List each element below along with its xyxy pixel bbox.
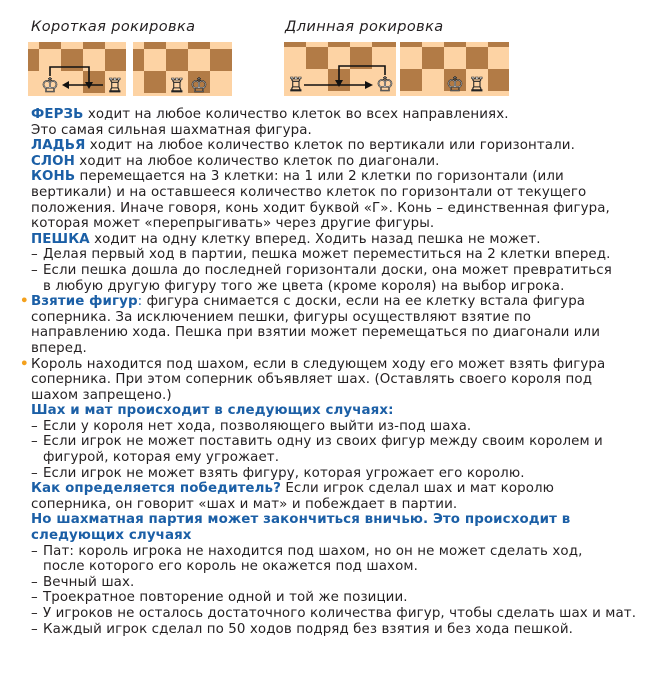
capture-text: фигура снимается с доски, если на ее клетку встала фигура xyxy=(142,294,586,310)
check-rule-2: соперника. При этом соперник объявляет шах. (Оставлять своего короля под xyxy=(31,372,593,388)
mate-item xyxy=(31,419,656,435)
draw-item xyxy=(31,622,656,638)
check-text: Король находится под шахом, если в следующем ходу его может взять фигура xyxy=(31,356,606,372)
short-castling-board-before xyxy=(28,42,126,96)
dash: – xyxy=(31,606,38,621)
knight-label: КОНЬ xyxy=(31,169,76,185)
dash: – xyxy=(31,543,38,559)
draw-item-cont: после которого его король не окажется под шахом. xyxy=(43,559,418,575)
pawn-promotion-2: в любую другую фигуру того же цвета (кроме короля) на выбор игрока. xyxy=(43,278,565,294)
draw-item-text: Троекратное повторение одной и той же позиции. xyxy=(43,590,408,606)
draw-heading: Но шахматная партия может закончиться вничью. Это происходит в xyxy=(31,512,571,528)
queen-rule-2: Это самая сильная шахматная фигура. xyxy=(31,122,312,138)
pawn-first-move xyxy=(31,247,656,263)
dash: – xyxy=(31,465,38,481)
draw-item-text: У игроков не осталось достаточного количества фигур, чтобы сделать шах и мат. xyxy=(43,606,637,621)
capture-label: Взятие фигур xyxy=(31,294,138,310)
queen-label: ФЕРЗЬ xyxy=(31,107,84,122)
pawn-promotion xyxy=(31,263,656,279)
rook-text: ходит на любое количество клеток по вертикали или горизонтали. xyxy=(85,138,575,154)
mate-item xyxy=(31,466,656,482)
long-castling-board-before xyxy=(284,42,396,96)
knight-rule-3: положения. Иначе говоря, конь ходит буквой «Г». Конь – единственная фигура, xyxy=(31,200,610,216)
bullet-icon: • xyxy=(20,356,29,372)
knight-rule-4: которая может «перепрыгивать» через другие фигуры. xyxy=(31,216,435,232)
rook-rule xyxy=(31,138,656,154)
rook-icon xyxy=(468,74,485,96)
capture-rule-2: соперника. За исключением пешки, фигуры осуществляют взятие по xyxy=(31,309,532,325)
draw-item xyxy=(31,606,656,622)
rook-icon xyxy=(106,75,123,96)
draw-item xyxy=(31,544,656,560)
check-rule xyxy=(20,357,656,373)
mate-item xyxy=(31,434,656,450)
long-castling-board-after xyxy=(400,42,509,96)
winner-question: Как определяется победитель? xyxy=(31,481,281,497)
dash: – xyxy=(31,247,38,263)
draw-item xyxy=(31,590,656,606)
bishop-rule xyxy=(31,154,656,170)
mate-item-text: Если у короля нет хода, позволяющего выйти из-под шаха. xyxy=(43,418,472,434)
dash: – xyxy=(31,418,38,434)
svg-text:♖: ♖ xyxy=(287,74,305,96)
rook-label: ЛАДЬЯ xyxy=(31,138,86,154)
capture-rule xyxy=(20,294,656,310)
winner-rule-2: соперника, он говорит «шах и мат» и побеждает в партии. xyxy=(31,496,458,512)
bishop-text: ходит на любое количество клеток по диагонали. xyxy=(74,153,440,169)
dash: – xyxy=(31,574,38,590)
short-castling-board-after xyxy=(133,42,232,96)
king-icon xyxy=(41,73,59,96)
winner-text: Если игрок сделал шах и мат королю xyxy=(280,481,555,497)
svg-text:♖: ♖ xyxy=(106,75,124,96)
pawn-label: ПЕШКА xyxy=(31,231,90,247)
svg-text:♔: ♔ xyxy=(190,73,208,96)
queen-text: ходит на любое количество клеток во всех направлениях. xyxy=(83,107,509,122)
short-castling-title: Короткая рокировка xyxy=(31,19,196,35)
king-icon xyxy=(376,72,394,96)
pawn-promotion-text: Если пешка дошла до последней горизонтали доски, она может превратиться xyxy=(43,262,612,278)
dash: – xyxy=(31,590,38,606)
rook-icon xyxy=(168,75,185,96)
check-rule-3: шахом запрещено.) xyxy=(31,387,172,403)
mate-item-text: Если игрок не может поставить одну из своих фигур между своим королем и xyxy=(43,434,603,450)
knight-rule-2: вертикали) и на оставшееся количество клеток по горизонтали от текущего xyxy=(31,184,587,200)
dash: – xyxy=(31,621,38,637)
draw-item-text: Вечный шах. xyxy=(43,574,135,590)
knight-text: перемещается на 3 клетки: на 1 или 2 клетки по горизонтали (или xyxy=(75,169,564,185)
rules-text xyxy=(20,107,656,637)
queen-rule xyxy=(31,107,656,123)
winner-rule xyxy=(31,481,656,497)
king-icon xyxy=(190,73,208,96)
bullet-icon: • xyxy=(20,294,29,310)
svg-text:♔: ♔ xyxy=(446,72,464,96)
bishop-label: СЛОН xyxy=(31,153,75,169)
pawn-rule xyxy=(31,232,656,248)
svg-text:♔: ♔ xyxy=(41,73,59,96)
capture-colon: : xyxy=(137,294,143,310)
svg-text:♖: ♖ xyxy=(168,75,186,96)
pawn-text: ходит на одну клетку вперед. Ходить назад пешка не может. xyxy=(89,231,541,247)
pawn-first-move-text: Делая первый ход в партии, пешка может переместиться на 2 клетки вперед. xyxy=(43,247,611,263)
capture-rule-4: вперед. xyxy=(31,340,87,356)
knight-rule xyxy=(31,169,656,185)
dash: – xyxy=(31,262,38,278)
mate-heading: Шах и мат происходит в следующих случаях: xyxy=(31,403,394,419)
draw-item xyxy=(31,575,656,591)
long-castling-title: Длинная рокировка xyxy=(285,19,444,35)
svg-text:♔: ♔ xyxy=(376,72,394,96)
mate-item-text: Если игрок не может взять фигуру, которая угрожает его королю. xyxy=(43,465,525,481)
draw-item-text: Пат: король игрока не находится под шахом, но он не может сделать ход, xyxy=(43,543,583,559)
mate-item-cont: фигурой, которая ему угрожает. xyxy=(43,450,280,466)
draw-heading-2: следующих случаях xyxy=(31,528,192,544)
dash: – xyxy=(31,434,38,450)
svg-text:♖: ♖ xyxy=(468,74,486,96)
king-icon xyxy=(446,72,464,96)
capture-rule-3: направлению хода. Пешка при взятии может перемещаться по диагонали или xyxy=(31,325,600,341)
rook-icon xyxy=(287,74,304,96)
draw-item-text: Каждый игрок сделал по 50 ходов подряд без взятия и без хода пешкой. xyxy=(43,621,573,637)
